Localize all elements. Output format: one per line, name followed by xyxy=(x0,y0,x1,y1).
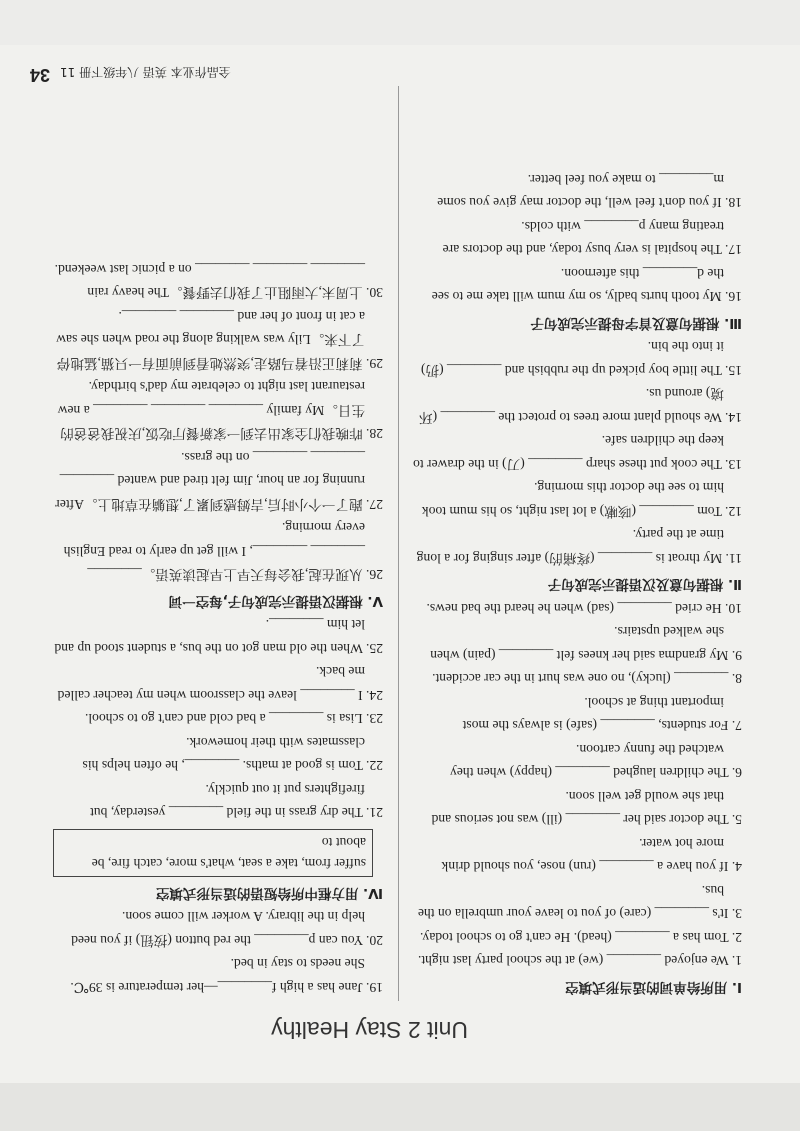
section-4-title: Ⅳ. 用方框中所给短语的适当形式填空 xyxy=(155,885,383,901)
question-20: 20. You can p________ the red button (按钮) if you need help in the library. A worker will come soon. xyxy=(71,909,383,948)
question-11: 11. My throat is ________ (疼痛的) after singing for a long time at the party. xyxy=(416,527,742,566)
section-2-title: Ⅱ. 根据句意及汉语提示完成句子 xyxy=(547,576,742,593)
question-30: 30. 上周末,大雨阻止了我们去野餐。The heavy rain ________ ________ ________ on a picnic last weekend. xyxy=(54,262,383,301)
question-19: 19. Jane has a high f________—her temperature is 39℃. She needs to stay in bed. xyxy=(70,956,383,995)
top-margin-strip xyxy=(0,1083,800,1131)
question-9: 9. My grandma said her knees felt ________ (pain) when she walked upstairs. xyxy=(430,624,742,663)
question-26: 26. 从现在起,我会每天早上早起读英语。________ ________ ________, I will get up early to read English every morning. xyxy=(63,520,383,583)
question-6: 6. The children laughed ________ (happy) when they watched the funny cartoon. xyxy=(450,742,742,781)
question-21: 21. The dry grass in the field ________ yesterday, but firefighters put it out quickly. xyxy=(90,782,383,821)
page-footer xyxy=(30,55,390,83)
bottom-margin-strip xyxy=(0,0,800,45)
section-1-title: Ⅰ. 用所给单词的适当形式填空 xyxy=(565,979,742,995)
unit-title: Unit 2 Stay Healthy xyxy=(271,1017,468,1043)
question-14: 14. We should plant more trees to protect the ________ (环境) around us. xyxy=(419,386,742,425)
question-22: 22. Tom is good at maths. ________, he often helps his classmates with their homework. xyxy=(82,735,383,774)
question-28: 28. 昨晚我们全家出去到一家新餐厅吃饭,庆祝我爸爸的生日。My family ________ ________ ________ a new restaurant last night to celebrate my dad's birthday. xyxy=(57,379,383,442)
question-4: 4. If you have a ________ (run) nose, you should drink more hot water. xyxy=(441,836,742,875)
question-24: 24. I ________ leave the classroom when my teacher called me back. xyxy=(57,664,383,703)
question-12: 12. Tom ________ (咳嗽) a lot last night, so his mum took him to see the doctor this morning. xyxy=(421,480,742,519)
question-1: 1. We enjoyed ________ (we) at the school party last night. xyxy=(417,953,742,969)
question-13: 13. The cook put these sharp ________ (刀) in the drawer to keep the children safe. xyxy=(413,433,742,472)
question-15: 15. The little boy picked up the rubbish and ________ (扔) it into the bin. xyxy=(420,339,742,378)
book-title: 全品作业本 英语 八年级下册 11 xyxy=(60,65,231,79)
question-3: 3. It's ________ (care) of you to leave your umbrella on the bus. xyxy=(417,883,742,922)
right-column xyxy=(53,258,383,1000)
question-8: 8. ________ (lucky), no one was hurt in the car accident. xyxy=(432,671,742,687)
question-18: 18. If you don't feel well, the doctor may give you some m________ to make you feel better. xyxy=(437,172,742,211)
question-29: 29. 莉莉正沿着马路走,突然她看到前面有一只猫,猛地停了下来。Lily was walking along the road when she saw a cat in front of her and ________ ________. xyxy=(56,309,383,371)
question-27: 27. 跑了一个小时后,吉姆感到累了,想躺在草地上。After running for an hour, Jim felt tired and wanted ________ ________ ________ on the grass. xyxy=(55,450,383,512)
section-5-title: Ⅴ. 根据汉语提示完成句子,每空一词 xyxy=(168,593,383,609)
question-10: 10. He cried ________ (sad) when he heard the bad news. xyxy=(426,601,742,616)
question-7: 7. For students, ________ (safe) is always the most important thing at school. xyxy=(462,695,742,734)
question-17: 17. The hospital is very busy today, and the doctors are treating many p________ with colds. xyxy=(442,219,742,258)
page-number: 34 xyxy=(30,65,51,85)
phrase-box: suffer from, take a seat, what's more, catch fire, be about to xyxy=(53,830,373,878)
question-2: 2. Tom has a ________ (head). He can't go to school today. xyxy=(419,930,742,945)
section-3-title: Ⅲ. 根据句意及首字母提示完成句子 xyxy=(530,315,742,331)
question-23: 23. Lisa is ________ a bad cold and can't go to school. xyxy=(84,711,383,727)
page-header xyxy=(36,1009,736,1043)
column-divider xyxy=(398,86,399,1001)
question-25: 25. When the old man got on the bus, a student stood up and let him ________. xyxy=(54,617,383,656)
question-5: 5. The doctor said her ________ (ill) was not serious and that she would get well soon. xyxy=(431,789,742,828)
left-column xyxy=(412,168,742,1000)
question-16: 16. My tooth hurts badly, so my mum will take me to see the d________ this afternoon. xyxy=(431,266,742,305)
